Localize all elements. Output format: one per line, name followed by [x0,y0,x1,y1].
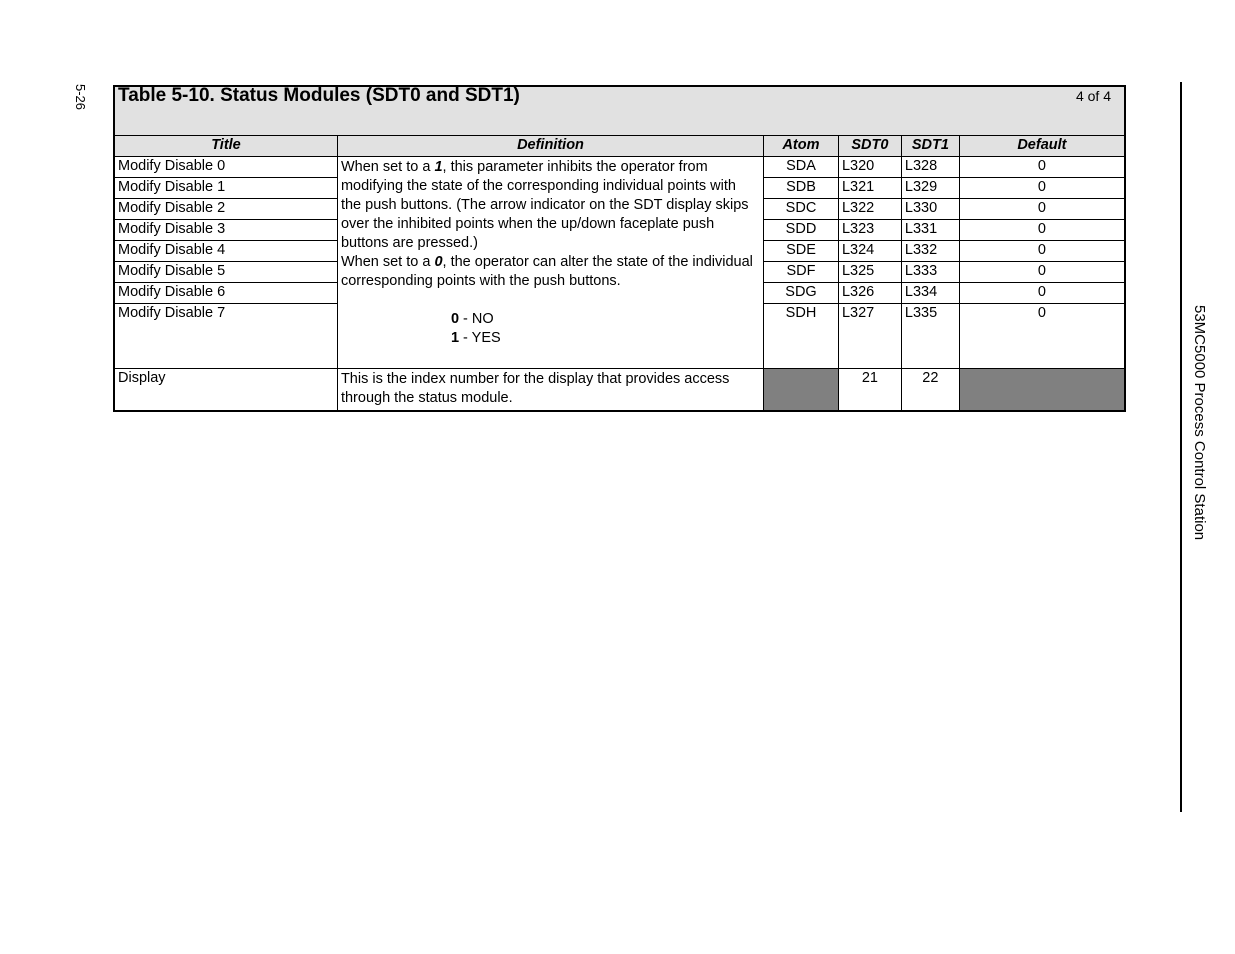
header-sdt0: SDT0 [838,136,901,157]
row-sdt0: L323 [838,220,901,241]
row-sdt0: L326 [838,283,901,304]
modify-disable-definition [337,157,763,369]
row-default: 0 [959,241,1125,262]
row-atom: SDC [764,199,839,220]
header-title: Title [114,136,337,157]
row-sdt0: L324 [838,241,901,262]
header-atom: Atom [764,136,839,157]
row-default: 0 [959,283,1125,304]
display-sdt0: 21 [838,369,901,412]
row-title: Modify Disable 3 [114,220,337,241]
row-sdt0: L321 [838,178,901,199]
row-sdt1: L331 [901,220,959,241]
row-sdt0: L322 [838,199,901,220]
row-sdt1: L333 [901,262,959,283]
table-row-display [114,369,1125,412]
table-row [114,157,1125,178]
row-sdt1: L332 [901,241,959,262]
row-atom: SDB [764,178,839,199]
row-sdt1: L329 [901,178,959,199]
display-title: Display [114,369,337,412]
row-title: Modify Disable 7 [114,304,337,369]
row-title: Modify Disable 6 [114,283,337,304]
header-default: Default [959,136,1125,157]
side-rule [1180,82,1182,812]
table-title: Table 5-10. Status Modules (SDT0 and SDT1) [118,85,520,106]
row-sdt1: L335 [901,304,959,369]
row-sdt0: L320 [838,157,901,178]
row-default: 0 [959,199,1125,220]
row-default: 0 [959,178,1125,199]
row-title: Modify Disable 1 [114,178,337,199]
table-header-row [114,136,1125,157]
display-atom-shaded [764,369,839,412]
row-default: 0 [959,220,1125,241]
row-sdt0: L325 [838,262,901,283]
definition-paragraph-1: When set to a 1, this parameter inhibits the operator from modifying the state of the corresponding individual points with the push buttons. (The arrow indicator on the SDT display skips over the inhibited points when the up/down faceplate push buttons are pressed.) [340,159,749,251]
row-atom: SDG [764,283,839,304]
display-definition: This is the index number for the display that provides access through the status module. [337,369,763,412]
row-atom: SDH [764,304,839,369]
row-sdt1: L328 [901,157,959,178]
table-caption-row [114,86,1125,136]
row-atom: SDA [764,157,839,178]
display-sdt1: 22 [901,369,959,412]
side-title: 53MC5000 Process Control Station [1191,305,1208,541]
row-title: Modify Disable 2 [114,199,337,220]
option-yes: 1 - YES [450,330,501,346]
definition-options [341,310,760,348]
row-atom: SDD [764,220,839,241]
display-default-shaded [959,369,1125,412]
row-atom: SDE [764,241,839,262]
row-title: Modify Disable 0 [114,157,337,178]
status-modules-table [113,85,1126,412]
row-default: 0 [959,157,1125,178]
row-title: Modify Disable 5 [114,262,337,283]
header-definition: Definition [337,136,763,157]
table-page-indicator: 4 of 4 [1075,88,1111,104]
row-atom: SDF [764,262,839,283]
table-caption [114,86,1125,136]
page-number: 5-26 [73,84,88,111]
row-title: Modify Disable 4 [114,241,337,262]
row-default: 0 [959,262,1125,283]
option-no: 0 - NO [450,311,494,327]
row-default: 0 [959,304,1125,369]
row-sdt1: L334 [901,283,959,304]
row-sdt1: L330 [901,199,959,220]
row-sdt0: L327 [838,304,901,369]
definition-paragraph-2: When set to a 0, the operator can alter the state of the individual corresponding points with the push buttons. [340,254,753,289]
header-sdt1: SDT1 [901,136,959,157]
